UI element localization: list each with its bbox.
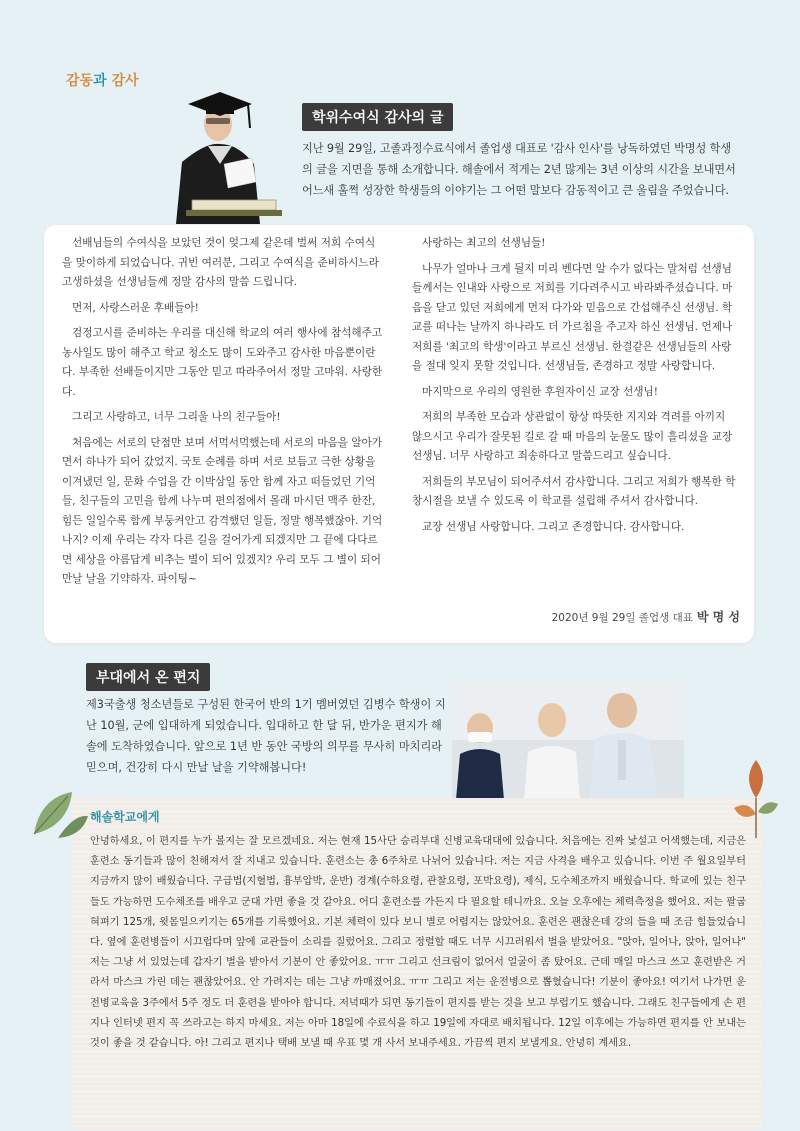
signature-name: 박 명 성 bbox=[696, 610, 740, 624]
letter-intro: 제3국출생 청소년들로 구성된 한국어 반의 1기 멤버였던 김병수 학생이 지난 10월, 군에 입대하게 되었습니다. 입대하고 한 달 뒤, 반가운 편지가 해솔에 도착하였습니다. 앞으로 1년 반 동안 국방의 의무를 무사히 마치리라 믿으며, 건강히 다시 만날 날을 기약해봅니다! bbox=[86, 698, 446, 774]
leaf-decoration-left bbox=[28, 786, 92, 842]
letter-body: 안녕하세요, 이 편지를 누가 볼지는 잘 모르겠네요. 저는 현재 15사단 승리부대 신병교육대대에 있습니다. 처음에는 진짜 낯설고 어색했는데, 지금은 훈련소 동기들과 많이 친해져서 잘 지내고 있습니다. 훈련소는 총 6주차로 나뉘어 있습니다. 저는 지금 사격을 배우고 있습니다. 이번 주 월요일부터 지금까지 많이 배웠습니다. 구급법(지혈법, 흉부압박, 운반) 경계(수하요령, 관찰요령, 포박요령), 제식, 도수체조까지 배웠습니다. 학교에 있는 친구들도 가능하면 도수체조를 배우고 군대 가면 좋을 것 같아요. 어디 훈련소를 가든지 다 필요할 테니까요. 오늘 오후에는 체력측정을 했어요. 저는 팔굽혀펴기 125개, 윗몸일으키기는 65개를 기록했어요. 기본 체력이 있다 보니 별로 어렵지는 않았어요. 훈련은 괜찮은데 강의 들을 때 조금 힘들었습니다. 옆에 훈련병들이 시끄럽다며 앞에 교관들이 소리를 질렀어요. 그리고 정렬할 때도 너무 시끄러워서 벌을 받았어요. "앉아, 일어나, 앉아, 일어나" 저는 그냥 서 있었는데 갑자기 벌을 받아서 기분이 안 좋았어요. ㅠㅠ 그리고 선크림이 없어서 얼굴이 좀 탔어요. 근데 매일 마스크 쓰고 훈련받은 거라서 마스크 가린 데는 괜찮았어요. 안 가려지는 데는 그냥 까매졌어요. ㅠㅠ 그리고 저는 운전병으로 뽑혔습니다! 기분이 좋아요! 여기서 나가면 운전병교육을 3주에서 5주 정도 더 훈련을 받아야 합니다. 저녁때가 되면 동기들이 편지를 받는 것을 보고 부럽기도 했습니다. 그래도 친구들에게 손 편지나 인터넷 편지 꼭 쓰라고는 하지 마세요. 저는 아마 18일에 수료식을 하고 19일에 자대로 배치됩니다. 12일 이후에는 가능하면 편지를 안 보내는 것이 좋을 것 같습니다. 아! 그리고 편지나 택배 보낼 때 우표 몇 개 사서 보내주세요. 가끔씩 편지 보낼게요. 안녕히 계세요. bbox=[90, 836, 746, 1050]
section-label-part1: 감동 bbox=[66, 73, 94, 89]
speech-left-paragraph: 처음에는 서로의 단점만 보며 서먹서먹했는데 서로의 마음을 알아가면서 하나가 되어 갔었지. 국토 순례를 하며 서로 보듬고 극한 상황을 이겨냈던 일, 문화 수업을 간 이박삼일 동안 함께 자고 떠들었던 기억들, 친구들의 고민을 함께 나누며 편의점에서 몰래 마시던 맥주 한잔, 힘든 일일수록 함께 부둥켜안고 감격했던 일들, 정말 행복했잖아. 기억나지? 이제 우리는 각자 다른 길을 걸어가게 되겠지만 그 끝에 다다르면 세상을 아름답게 비추는 별이 되어 있겠지? 우리 모두 그 별이 되어 만날 날을 기약하자. 파이팅~ bbox=[62, 436, 383, 585]
speech-left-paragraph: 그리고 사랑하고, 너무 그리울 나의 친구들아! bbox=[72, 411, 281, 423]
letter-title: 부대에서 온 편지 bbox=[86, 663, 210, 691]
speech-left-paragraph: 검정고시를 준비하는 우리를 대신해 학교의 여러 행사에 참석해주고 농사일도 많이 해주고 학교 청소도 많이 도와주고 감사한 마음뿐이란다. 부족한 선배들이지만 그동안 믿고 따라주어서 정말 고마워. 사랑한다. bbox=[62, 327, 383, 398]
speech-right-paragraph: 나무가 얼마나 크게 뒬지 미리 벤다면 알 수가 없다는 말처럼 선생님들께서는 인내와 사랑으로 저희를 기다려주시고 바라봐주셨습니다. 마음을 닫고 있던 저희에게 먼저 다가와 믿음으로 간섭해주신 선생님. 학교를 떠나는 날까지 하나라도 더 가르침을 주고자 하신 선생님. 언제나 저희를 '최고의 학생'이라고 부르신 선생님. 한결같은 선생님들의 사랑을 절대 잊지 못할 것입니다. 선생님들, 존경하고 정말 사랑합니다. bbox=[412, 262, 733, 372]
speech-right-paragraph: 마지막으로 우리의 영원한 후원자이신 교장 선생님! bbox=[422, 385, 658, 398]
group-photo bbox=[452, 680, 684, 800]
letter-greeting: 해솔학교에게 bbox=[90, 810, 160, 824]
speech-right-paragraph: 저희들의 부모님이 되어주셔서 감사합니다. 그리고 저희가 행복한 학창시절을 보낼 수 있도록 이 학교를 설립해 주셔서 감사합니다. bbox=[412, 475, 736, 507]
speech-right-column bbox=[412, 234, 738, 543]
section-label-part2: 과 bbox=[93, 73, 112, 89]
speech-left-column bbox=[62, 234, 384, 596]
ceremony-intro: 지난 9월 29일, 고졸과정수료식에서 졸업생 대표로 '감사 인사'를 낭독하였던 박명성 학생의 글을 지면을 통해 소개합니다. 해솔에서 적게는 2년 많게는 3년 이상의 시간을 보내면서 어느새 훌쩍 성장한 학생들의 이야기는 그 어떤 말보다 감동적이고 큰 울림을 주었습니다. bbox=[302, 142, 736, 197]
section-label bbox=[66, 70, 139, 90]
leaf-decoration-right bbox=[726, 758, 788, 840]
speech-right-paragraph: 저희의 부족한 모습과 상관없이 항상 따뜻한 지지와 격려를 아끼지 않으시고 우리가 잘못된 길로 갈 때 마음의 눈물도 많이 흘리셨을 교장 선생님. 너무 사랑하고 죄송하다고 말씀드리고 싶습니다. bbox=[412, 411, 733, 462]
speech-left-paragraph: 먼저, 사랑스러운 후배들아! bbox=[72, 301, 199, 314]
speech-left-paragraph: 선배님들의 수여식을 보았던 것이 엊그제 같은데 벌써 저희 수여식을 맞이하게 되었습니다. 귀빈 여러분, 그리고 수여식을 준비하시느라 고생하셨을 선생님들께 정말 감사의 말씀 드립니다. bbox=[62, 237, 379, 288]
ceremony-title: 학위수여식 감사의 글 bbox=[302, 103, 453, 131]
signature bbox=[520, 608, 740, 625]
signature-date: 2020년 9월 29일 졸업생 대표 bbox=[551, 612, 693, 624]
graduate-photo bbox=[156, 84, 288, 224]
speech-right-paragraph: 교장 선생님 사랑합니다. 그리고 존경합니다. 감사합니다. bbox=[422, 520, 685, 533]
section-label-part3: 감사 bbox=[111, 73, 139, 89]
speech-right-paragraph: 사랑하는 최고의 선생님들! bbox=[422, 237, 546, 249]
